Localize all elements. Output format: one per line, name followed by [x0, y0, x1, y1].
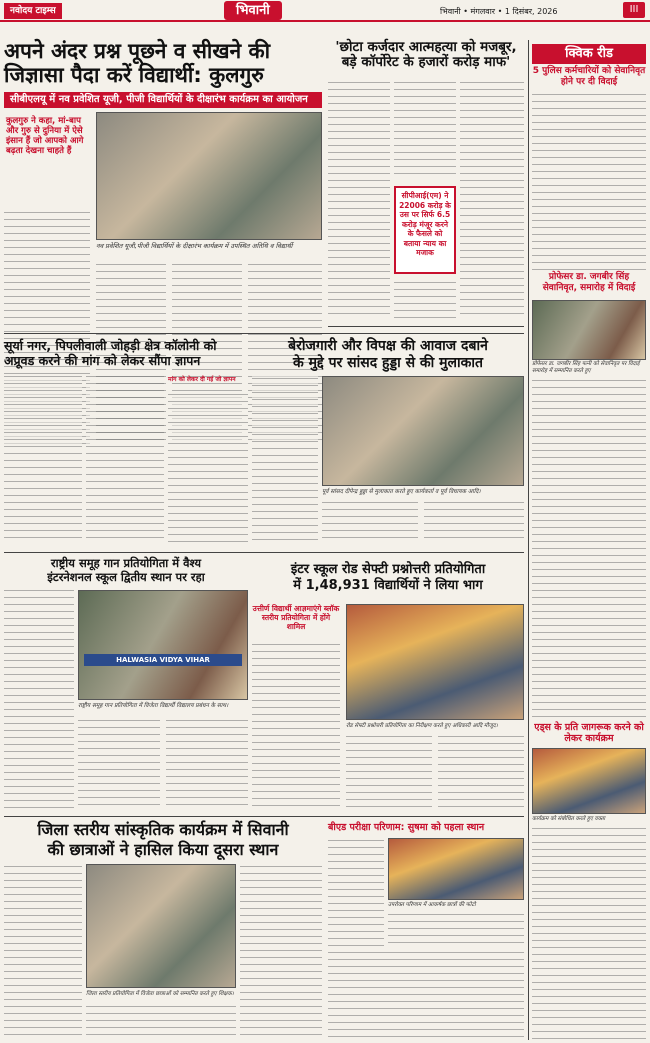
story7-body-col3: [240, 864, 322, 1040]
sidebar-story3-head: एड्स के प्रति जागरूक करने को लेकर कार्यक्रम: [534, 722, 644, 744]
story1-photo: [96, 112, 322, 240]
story3-body-col3: [168, 392, 248, 544]
story8-headline: बीएड परीक्षा परिणाम: सुषमा को पहला स्थान: [328, 822, 485, 833]
story4-body-col2: [322, 500, 418, 544]
story3-headline: [4, 338, 248, 368]
sidebar-divider: [528, 40, 529, 1040]
story4-headline: [252, 338, 524, 372]
story5-caption: राष्ट्रीय समूह गान प्रतियोगिता में विजेता विद्यार्थी विद्यालय प्रबंधन के साथ।: [78, 703, 229, 709]
story8-photo: [388, 838, 524, 900]
story6-sub: उत्तीर्ण विद्यार्थी आज्ञमाएंगे ब्लॉक स्तरीय प्रतियोगिता में होंगे शामिल: [252, 604, 340, 631]
story6-headline-line2: में 1,48,931 विद्यार्थियों ने लिया भाग: [293, 578, 483, 593]
story3-headline-line2: अप्रूवड करने की मांग को लेकर सौंपा ज्ञापन: [4, 353, 201, 368]
story8-body-wide: [328, 950, 524, 1040]
page-number: III: [623, 2, 645, 18]
story7-body-col1: [4, 864, 82, 1040]
story6-headline-line1: इंटर स्कूल रोड सेफ्टी प्रश्नोत्तरी प्रतियोगिता: [290, 562, 486, 577]
sidebar-label: क्विक रीड: [532, 44, 646, 64]
story1-headline: [4, 40, 322, 87]
story6-photo: [346, 604, 524, 720]
story6-body-col2: [346, 734, 432, 810]
story5-headline-line2: इंटरनेशनल स्कूल द्वितीय स्थान पर रहा: [47, 570, 205, 584]
story2-body-col4: [394, 280, 456, 320]
story1-subhead: सीबीएलयू में नव प्रवेशित यूजी, पीजी विद्यार्थियों के दीक्षारंभ कार्यक्रम का आयोजन: [4, 92, 322, 108]
story1-quote: कुलगुरु ने कहा, मां-बाप और गुरु से दुनिया में ऐसे इंसान हैं जो आपको आगे बढ़ता देखना चाहते हैं: [6, 116, 84, 156]
story7-headline: [4, 820, 322, 860]
story2-body-col1: [328, 80, 390, 320]
story2-headline-line2: बड़े कॉर्पोरेट के हजारों करोड़ माफ': [341, 54, 511, 71]
story2-headline: [328, 40, 524, 70]
story1-caption: नव प्रवेशित यूजी,पीजी विद्यार्थियों के दीक्षारंभ कार्यक्रम में उपस्थित अतिथि व विद्यार्थी: [96, 242, 293, 250]
story2-body-col3: [460, 80, 524, 320]
row-rule-3: [4, 816, 524, 817]
row-rule-2: [4, 552, 524, 553]
story2-body-col2: [394, 80, 456, 180]
story5-photo: [78, 590, 248, 700]
story8-body-col2: [388, 912, 524, 946]
paper-logo: नवोदय टाइम्स: [4, 3, 62, 19]
sidebar-story3-body: [532, 826, 646, 1040]
story4-headline-line1: बेरोजगारी और विपक्ष की आवाज दबाने: [288, 338, 488, 354]
story3-headline-line1: सूर्या नगर, पिपलीवाली जोहड़ी क्षेत्र कॉलोनी को: [4, 338, 217, 353]
story7-caption: जिला स्तरीय प्रतियोगिता में विजेता छात्राओं को सम्मानित करते हुए शिक्षक।: [86, 991, 234, 997]
story4-body-col1: [252, 376, 318, 544]
story7-headline-line1: जिला स्तरीय सांस्कृतिक कार्यक्रम में सिवानी: [37, 820, 289, 839]
story7-headline-line2: की छात्राओं ने हासिल किया दूसरा स्थान: [47, 840, 279, 859]
story5-body-col2: [78, 718, 160, 810]
sidebar-story2-head: प्रोफेसर डा. जगबीर सिंह सेवानिवृत, समारोह में विदाई: [542, 272, 636, 293]
story5-body-col1: [4, 588, 74, 810]
story6-headline: [252, 562, 524, 594]
story3-body-col1: [4, 374, 82, 544]
story8-caption: उपरोक्त परिणाम में आकर्षक छात्रों की फोटो: [388, 902, 476, 908]
story4-photo: [322, 376, 524, 486]
date-line: भिवानी • मंगलवार • 1 दिसंबर, 2026: [440, 7, 558, 16]
sidebar-story2-photo: [532, 300, 646, 360]
story4-caption: पूर्व सांसद दीपेन्द्र हुड्डा से मुलाकात करते हुए कार्यकर्ता व पूर्व विधायक आदि।: [322, 489, 481, 495]
sidebar-story2-body: [532, 378, 646, 720]
sidebar-story3-caption: कार्यक्रम को संबोधित करते हुए वक्ता: [532, 816, 606, 822]
story5-body-col3: [166, 718, 248, 810]
story8-body-col1: [328, 838, 384, 946]
story5-headline-line1: राष्ट्रीय समूह गान प्रतियोगिता में वैश्य: [50, 556, 202, 570]
sidebar-story1-head: 5 पुलिस कर्मचारियों को सेवानिवृत होने पर दी विदाई: [532, 66, 646, 87]
sidebar-story1-body: [532, 92, 646, 270]
story4-body-col3: [424, 500, 524, 544]
story3-body-col2: [86, 374, 164, 544]
story2-callout: सीपीआई(एम) ने 22006 करोड़ के उस पर सिर्फ 6.5 करोड़ मंजूर करने के फैसले को बताया न्याय का मजाक: [394, 186, 456, 274]
story1-headline-line1: अपने अंदर प्रश्न पूछने व सीखने की: [4, 39, 271, 63]
story4-headline-line2: के मुद्दे पर सांसद हुड्डा से की मुलाकात: [292, 355, 484, 371]
story6-caption: रोड सेफ्टी प्रश्नोत्तरी प्रतियोगिता का निरीक्षण करते हुए अधिकारी आदि मौजूद।: [346, 723, 498, 729]
city-label: भिवानी: [224, 1, 282, 20]
row-rule-1: [4, 333, 524, 334]
sidebar-story2-caption: प्रोफेसर डा. जगबीर सिंह पत्नी को सेवानिवृत पर विदाई समारोह में सम्मानित करते हुए: [532, 361, 640, 374]
story7-body-col2: [86, 1004, 236, 1040]
story2-rule: [328, 326, 524, 327]
story3-bullet-head: मांग को लेकर दी गई जो ज्ञापन: [168, 376, 236, 383]
story1-headline-line2: जिज्ञासा पैदा करें विद्यार्थी: कुलगुरु: [4, 62, 264, 87]
story5-banner: HALWASIA VIDYA VIHAR: [84, 654, 242, 666]
story2-headline-line1: 'छोटा कर्जदार आत्महत्या को मजबूर,: [335, 39, 517, 55]
story6-body-col3: [438, 734, 524, 810]
story7-photo: [86, 864, 236, 988]
story5-headline: [4, 556, 248, 584]
sidebar-story3-photo: [532, 748, 646, 814]
story6-body-col1: [252, 642, 340, 810]
